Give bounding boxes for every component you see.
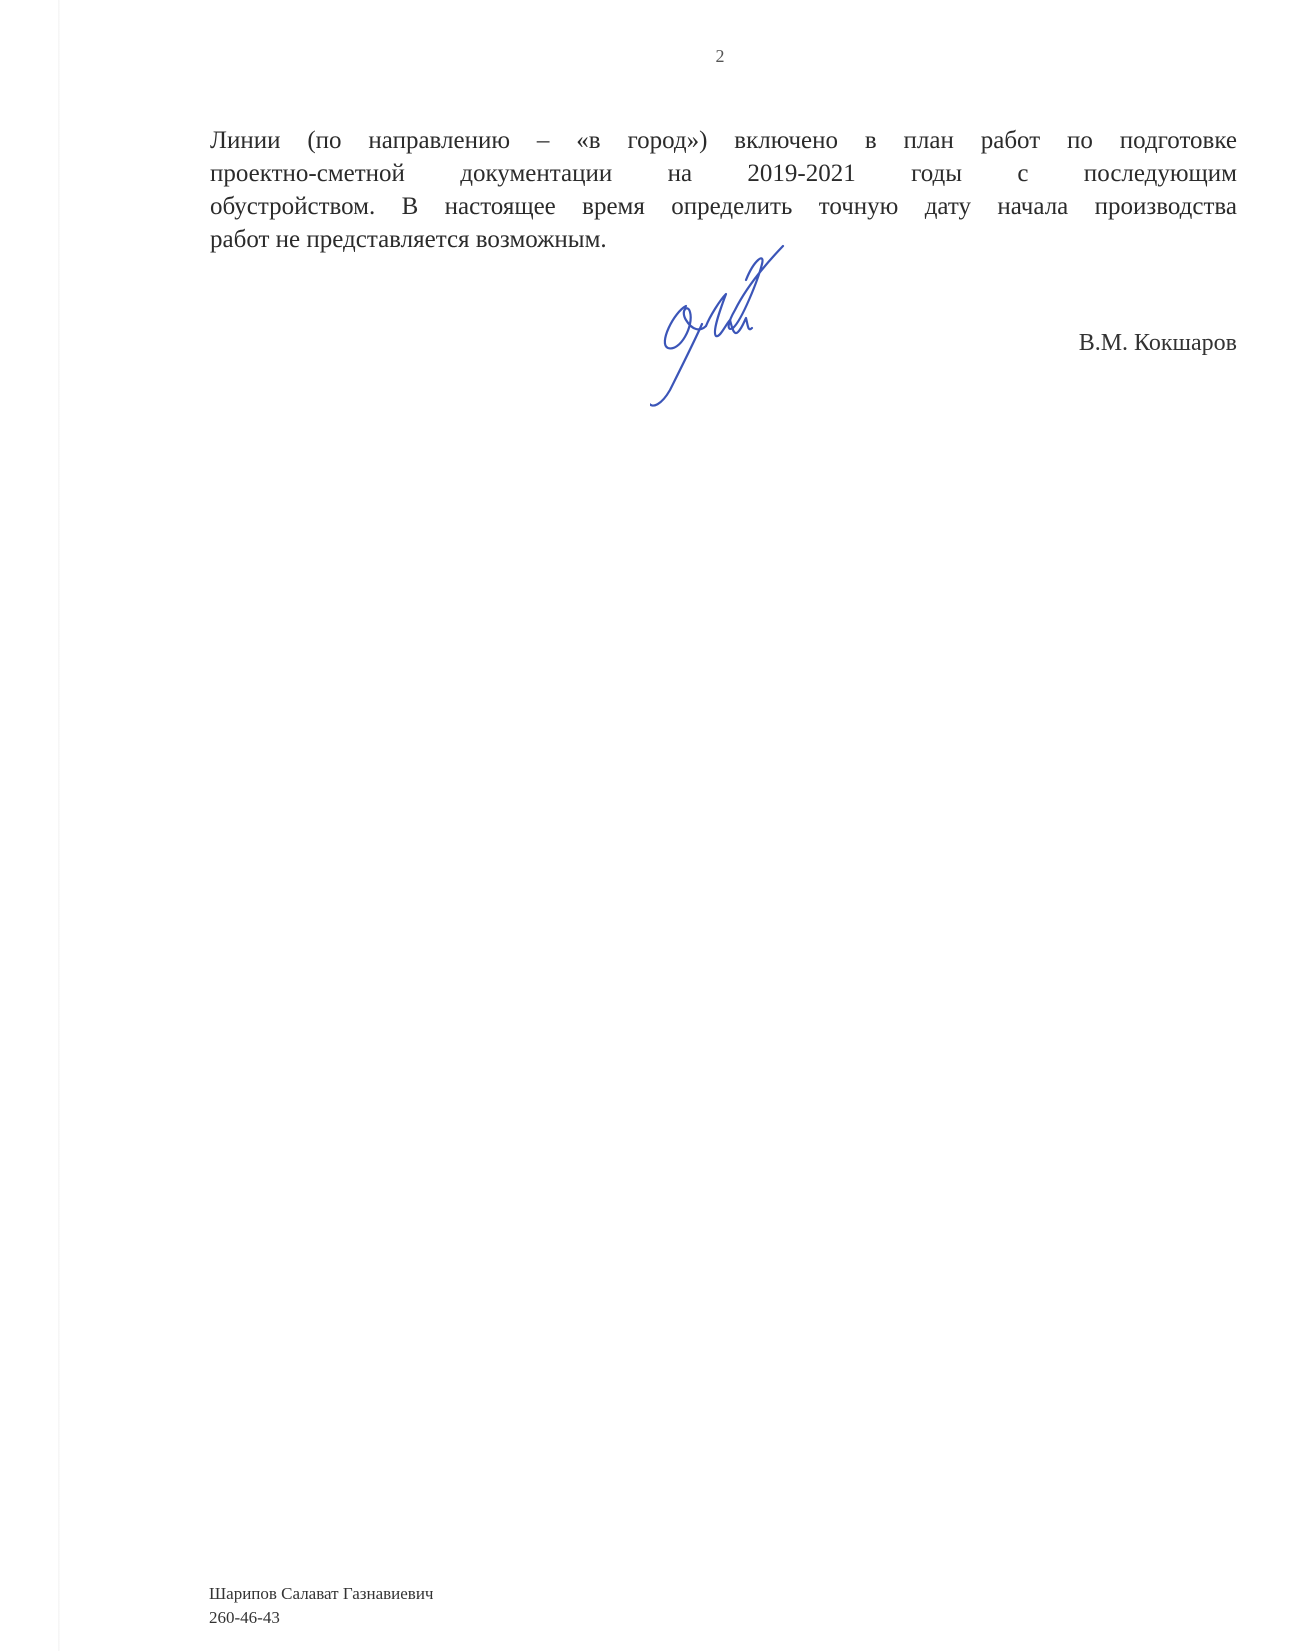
executor-block bbox=[209, 1582, 433, 1630]
scan-edge bbox=[58, 0, 60, 1651]
body-line: Линии (по направлению – «в город») включено в план работ по подготовке bbox=[210, 127, 1237, 154]
body-line: обустройством. В настоящее время определить точную дату начала производства bbox=[210, 193, 1237, 220]
handwritten-signature bbox=[650, 240, 830, 420]
body-paragraph bbox=[210, 124, 1237, 256]
executor-name: Шарипов Салават Газнавиевич bbox=[209, 1584, 434, 1603]
page-number: 2 bbox=[715, 46, 725, 66]
body-line: работ не представляется возможным. bbox=[210, 226, 607, 253]
executor-phone: 260-46-43 bbox=[209, 1608, 280, 1627]
signer-name: В.М. Кокшаров bbox=[1078, 330, 1237, 356]
body-line: проектно-сметной документации на 2019-2021 годы с последующим bbox=[210, 160, 1237, 187]
